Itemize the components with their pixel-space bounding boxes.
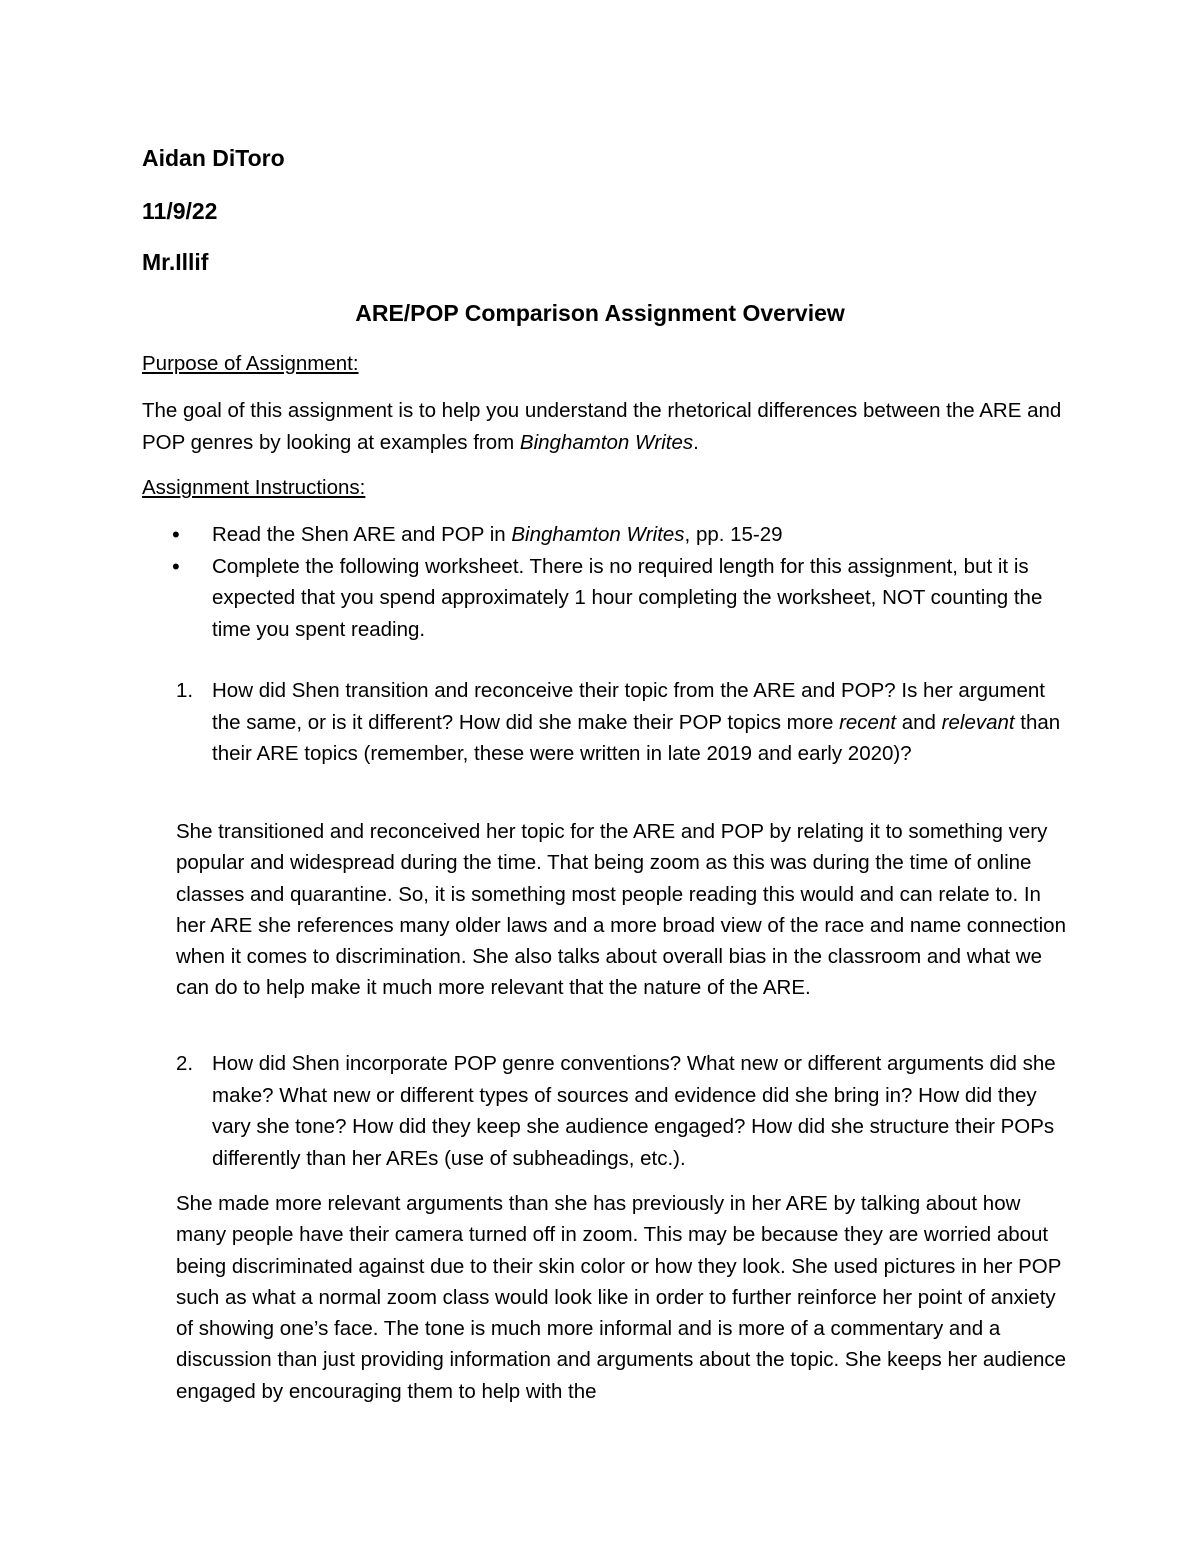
- answer-2: She made more relevant arguments than she has previously in her ARE by talking about how many people have their camera turned off in zoom. This may be because they are worried about being discriminated against due to their skin color or how they look. She used pictures in her POP such as what a normal zoom class would look like in order to further reinforce her point of anxiety of showing one’s face. The tone is much more informal and is more of a commentary and a discussion than just providing information and arguments about the topic. She keeps her audience engaged by encouraging them to help with the: [176, 1192, 1067, 1403]
- question-2: [142, 1048, 1062, 1174]
- book-title: Binghamton Writes: [519, 430, 694, 454]
- bullet-icon: •: [172, 553, 180, 579]
- instructions-list: [142, 519, 1062, 645]
- answer-1: She transitioned and reconceived her topic for the ARE and POP by relating it to something very popular and widespread during the time. That being zoom as this was during the time of online classes and quarantine. So, it is something most people reading this would and can relate to. In her ARE she references many older laws and a more broad view of the race and name connection when it comes to discrimination. She also talks about overall bias in the classroom and what we can do to help make it much more relevant that the nature of the ARE.: [176, 820, 1066, 1000]
- author-name: Aidan DiToro: [142, 145, 285, 171]
- question-item: 1. How did Shen transition and reconceive their topic from the ARE and POP? Is her argument the same, or is it different? How did she make their POP topics more recent and relevant than their ARE topics (remember, these were written in late 2019 and early 2020)?: [142, 675, 1062, 770]
- instructions-heading: Assignment Instructions:: [142, 476, 366, 499]
- purpose-text: The goal of this assignment is to help you understand the rhetorical differences between the ARE and POP genres by looking at examples from Binghamton Writes.: [142, 399, 1062, 454]
- question-1: [142, 675, 1062, 770]
- question-item: 2. How did Shen incorporate POP genre conventions? What new or different arguments did she make? What new or different types of sources and evidence did she bring in? How did they vary she tone? How did they keep she audience engaged? How did she structure their POPs differently than her AREs (use of subheadings, etc.).: [142, 1048, 1062, 1174]
- list-item: • Read the Shen ARE and POP in Binghamton Writes, pp. 15-29: [142, 519, 1062, 551]
- question-number: 2.: [176, 1052, 194, 1075]
- document-title: ARE/POP Comparison Assignment Overview: [355, 300, 845, 326]
- purpose-heading: Purpose of Assignment:: [142, 352, 359, 375]
- list-item: • Complete the following worksheet. There is no required length for this assignment, but it is expected that you spend approximately 1 hour completing the worksheet, NOT counting the time you spent reading.: [142, 551, 1062, 646]
- question-number: 1.: [176, 679, 194, 702]
- date: 11/9/22: [142, 198, 218, 224]
- teacher-name: Mr.Illif: [142, 249, 209, 275]
- bullet-icon: •: [172, 522, 180, 547]
